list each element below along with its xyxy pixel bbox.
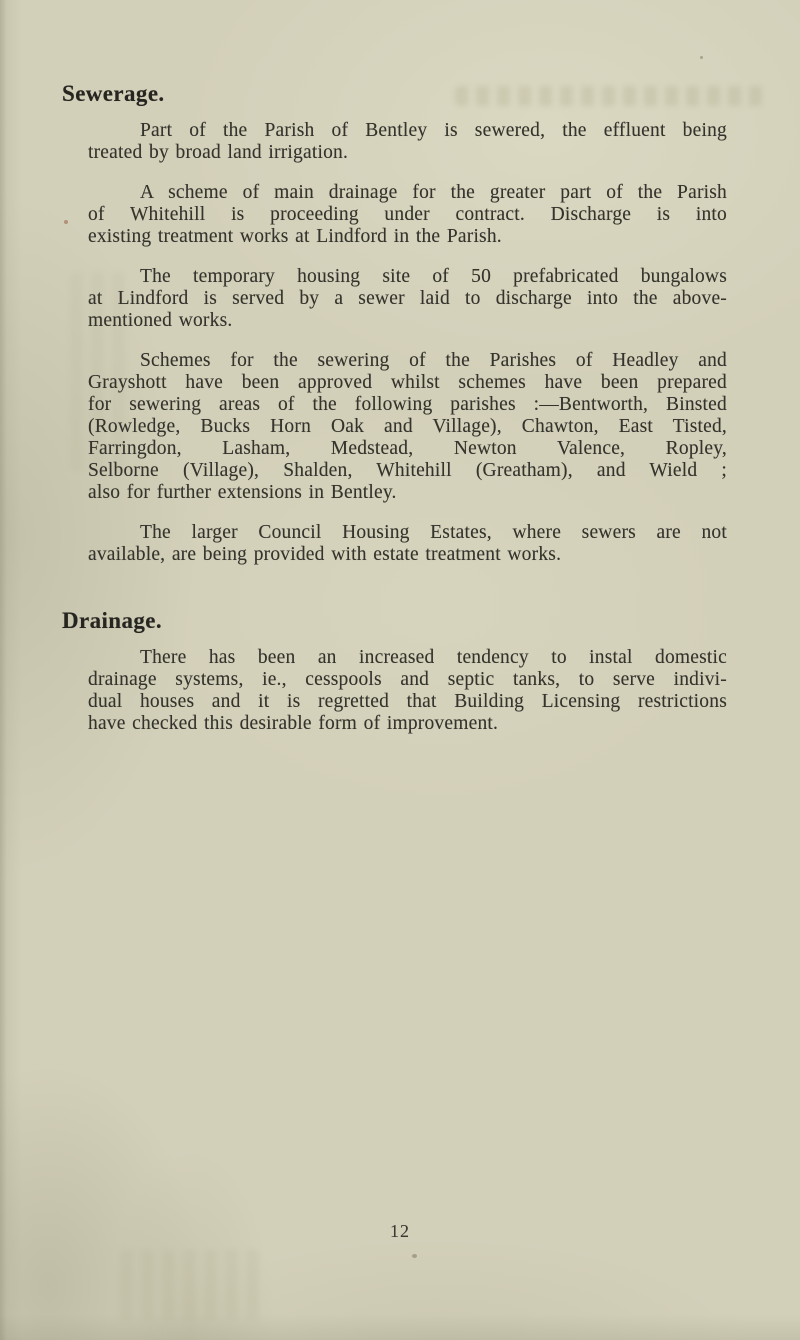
text-line: dual houses and it is regretted that Building Licensing restrictions: [88, 691, 727, 712]
text-line: The temporary housing site of 50 prefabricated bungalows: [140, 266, 727, 287]
paragraph: [88, 350, 727, 504]
paragraph: [88, 182, 727, 248]
paragraph: [88, 522, 727, 566]
paragraph: [88, 266, 727, 332]
text-line: Schemes for the sewering of the Parishes of Headley and: [140, 350, 727, 371]
text-line: Part of the Parish of Bentley is sewered, the effluent being: [140, 120, 727, 141]
text-line: treated by broad land irrigation.: [88, 142, 349, 163]
text-line: available, are being provided with estate treatment works.: [88, 544, 562, 565]
paper-speck: [412, 1254, 417, 1258]
text-line: There has been an increased tendency to instal domestic: [140, 647, 727, 668]
text-line: mentioned works.: [88, 310, 233, 331]
text-line: Grayshott have been approved whilst schemes have been prepared: [88, 372, 727, 393]
text-line: existing treatment works at Lindford in the Parish.: [88, 226, 502, 247]
text-line: of Whitehill is proceeding under contract. Discharge is into: [88, 204, 727, 225]
text-line: at Lindford is served by a sewer laid to discharge into the above-: [88, 288, 727, 309]
text-line: (Rowledge, Bucks Horn Oak and Village), Chawton, East Tisted,: [88, 416, 727, 437]
text-line: Farringdon, Lasham, Medstead, Newton Valence, Ropley,: [88, 438, 727, 459]
section-heading-drainage: Drainage.: [62, 608, 163, 633]
section-heading-sewerage: Sewerage.: [62, 81, 165, 106]
text-line: for sewering areas of the following parishes :—Bentworth, Binsted: [88, 394, 727, 415]
text-line: The larger Council Housing Estates, where sewers are not: [140, 522, 727, 543]
text-line: also for further extensions in Bentley.: [88, 482, 397, 503]
text-line: drainage systems, ie., cesspools and septic tanks, to serve indivi-: [88, 669, 727, 690]
text-line: Selborne (Village), Shalden, Whitehill (Greatham), and Wield ;: [88, 460, 727, 481]
page-body: [62, 0, 727, 735]
text-line: A scheme of main drainage for the greater part of the Parish: [140, 182, 727, 203]
paragraph: [88, 647, 727, 735]
text-line: have checked this desirable form of improvement.: [88, 713, 499, 734]
show-through-smudge: [120, 1250, 260, 1320]
page-number: 12: [390, 1221, 410, 1241]
paragraph: [88, 120, 727, 164]
